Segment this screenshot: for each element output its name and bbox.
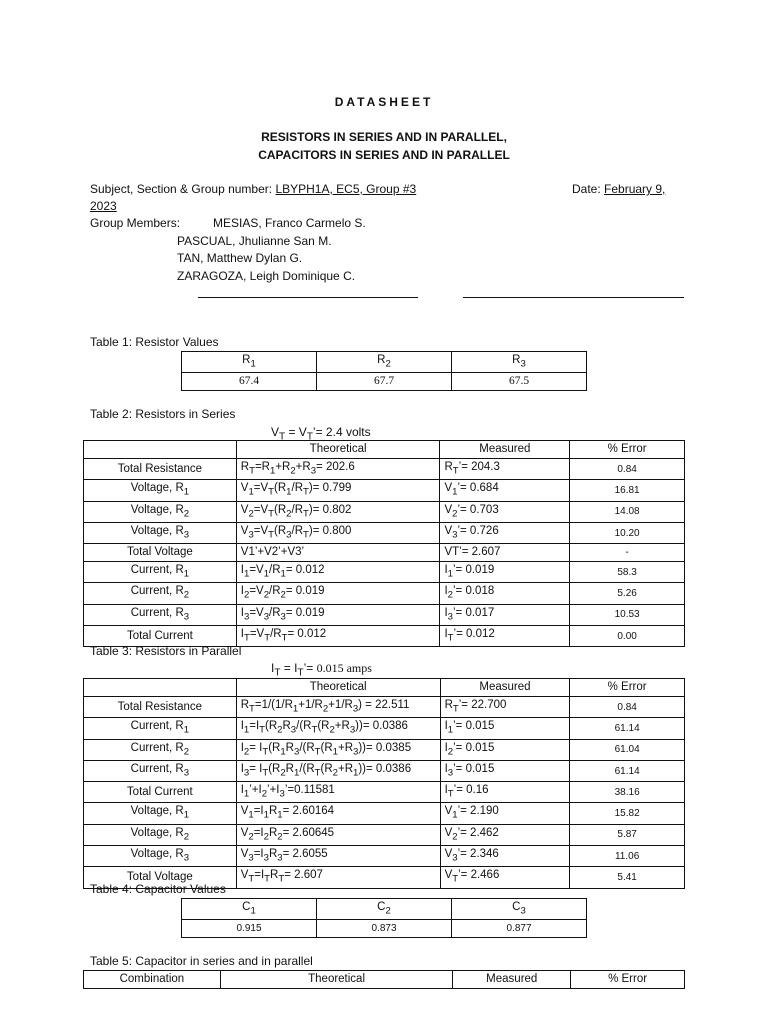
theoretical-cell: $R_T=1/(1/R_1+1/R_2+1/R_3) = 22.511$: [236, 697, 440, 718]
table-row: [84, 480, 685, 501]
error-cell: 0.00: [570, 626, 685, 647]
table-row: [84, 760, 685, 781]
table-row: [84, 604, 685, 625]
table-row: [84, 782, 685, 803]
theoretical-cell: $V_3=V_T(R_3/R_T)= 0.800$: [236, 522, 440, 543]
subject-line: [90, 182, 416, 196]
table2-header: Theoretical: [236, 441, 440, 459]
table-row: [84, 803, 685, 824]
theoretical-cell: V1’+V2’+V3’: [236, 544, 440, 562]
measured-cell: $I_2’= 0.018$: [440, 583, 570, 604]
row-label: Total Current: [84, 782, 237, 803]
table1-header: $R_3$: [452, 352, 587, 373]
theoretical-cell: $V_1=I_1R_1= 2.60164$: [236, 803, 440, 824]
error-cell: 38.16: [570, 782, 685, 803]
signature-line: [463, 297, 684, 298]
table3-header: % Error: [570, 679, 685, 697]
measured-cell: $V_1’= 2.190$: [440, 803, 570, 824]
table1-header: $R_2$: [317, 352, 452, 373]
table2-series: [83, 440, 685, 647]
table5-header: Measured: [453, 971, 571, 989]
row-label: Current, $R_2$: [84, 583, 237, 604]
measured-cell: $V_3’= 2.346$: [440, 846, 570, 867]
table-row: [84, 501, 685, 522]
table-row: [84, 846, 685, 867]
table-row: [84, 562, 685, 583]
members-label: Group Members:: [90, 216, 181, 230]
row-label: Total Current: [84, 626, 237, 647]
table4-cell: 0.877: [452, 920, 587, 938]
measured-cell: $I_T’= 0.16$: [440, 782, 570, 803]
theoretical-cell: $I_2=V_2/R_2= 0.019$: [236, 583, 440, 604]
error-cell: 58.3: [570, 562, 685, 583]
table4-cell: 0.915: [182, 920, 317, 938]
theoretical-cell: $I_1=I_T(R_2R_3/(R_T(R_2+R_3))= 0.0386$: [236, 718, 440, 739]
page-title: DATASHEET: [334, 95, 434, 109]
table-row: [84, 583, 685, 604]
table1-cell: 67.7: [317, 373, 452, 391]
table5-capacitors: [83, 970, 685, 989]
error-cell: 61.14: [570, 760, 685, 781]
table2-header: Measured: [440, 441, 570, 459]
row-label: Voltage, $R_2$: [84, 824, 237, 845]
row-label: Total Resistance: [84, 697, 237, 718]
member-name: MESIAS, Franco Carmelo S.: [213, 216, 366, 230]
table5-header: Combination: [84, 971, 221, 989]
table3-condition: $I_T$ = $I_T’= 0.015$ amps: [271, 661, 372, 679]
row-label: Current, $R_3$: [84, 604, 237, 625]
error-cell: 14.08: [570, 501, 685, 522]
date-line: [572, 182, 665, 196]
date-year: 2023: [90, 199, 117, 213]
table3-header: [84, 679, 237, 697]
table4-cell: 0.873: [317, 920, 452, 938]
row-label: Voltage, $R_3$: [84, 522, 237, 543]
measured-cell: VT’= 2.607: [440, 544, 570, 562]
table-row: [84, 824, 685, 845]
table4-header: $C_3$: [452, 899, 587, 920]
theoretical-cell: $I_1=V_1/R_1= 0.012$: [236, 562, 440, 583]
row-label: Total Voltage: [84, 544, 237, 562]
measured-cell: $I_1’= 0.015$: [440, 718, 570, 739]
theoretical-cell: $V_2=V_T(R_2/R_T)= 0.802$: [236, 501, 440, 522]
member-name: PASCUAL, Jhulianne San M.: [177, 234, 332, 248]
signature-line: [198, 297, 418, 298]
table-row: [84, 522, 685, 543]
measured-cell: $I_3’= 0.015$: [440, 760, 570, 781]
theoretical-cell: $V_1=V_T(R_1/R_T)= 0.799$: [236, 480, 440, 501]
theoretical-cell: $V_3=I_3R_3= 2.6055$: [236, 846, 440, 867]
table4-header: $C_1$: [182, 899, 317, 920]
table1-resistor-values: [181, 351, 587, 391]
error-cell: 5.26: [570, 583, 685, 604]
measured-cell: $R_T’= 204.3$: [440, 459, 570, 480]
error-cell: 0.84: [570, 459, 685, 480]
error-cell: 10.53: [570, 604, 685, 625]
table-row: [84, 739, 685, 760]
error-cell: 16.81: [570, 480, 685, 501]
error-cell: 11.06: [570, 846, 685, 867]
measured-cell: $I_2’= 0.015$: [440, 739, 570, 760]
error-cell: 61.04: [570, 739, 685, 760]
member-name: ZARAGOZA, Leigh Dominique C.: [177, 269, 356, 283]
error-cell: 0.84: [570, 697, 685, 718]
table5-caption: Table 5: Capacitor in series and in parallel: [90, 954, 313, 968]
subtitle-line-2: CAPACITORS IN SERIES AND IN PARALLEL: [258, 148, 510, 162]
measured-cell: $V_T’= 2.466$: [440, 867, 570, 888]
row-label: Voltage, $R_1$: [84, 803, 237, 824]
table-row: [84, 544, 685, 562]
table5-header: % Error: [571, 971, 685, 989]
table5-header: Theoretical: [220, 971, 453, 989]
theoretical-cell: $V_2=I_2R_2= 2.60645$: [236, 824, 440, 845]
measured-cell: $I_T’= 0.012$: [440, 626, 570, 647]
measured-cell: $I_3’= 0.017$: [440, 604, 570, 625]
error-cell: 15.82: [570, 803, 685, 824]
theoretical-cell: $I_T=V_T/R_T= 0.012$: [236, 626, 440, 647]
measured-cell: $V_1’= 0.684$: [440, 480, 570, 501]
subtitle-line-1: RESISTORS IN SERIES AND IN PARALLEL,: [261, 130, 507, 144]
table1-caption: Table 1: Resistor Values: [90, 335, 219, 349]
measured-cell: $V_3’= 0.726$: [440, 522, 570, 543]
row-label: Total Resistance: [84, 459, 237, 480]
table4-capacitor-values: [181, 898, 587, 938]
table2-condition: $V_T$ = $V_T’= 2.4$ volts: [271, 425, 371, 443]
row-label: Current, $R_2$: [84, 739, 237, 760]
measured-cell: $R_T’= 22.700$: [440, 697, 570, 718]
table-row: [84, 697, 685, 718]
member-name: TAN, Matthew Dylan G.: [177, 251, 303, 265]
error-cell: 5.87: [570, 824, 685, 845]
theoretical-cell: $I_2= I_T(R_1R_3/(R_T(R_1+R_3))= 0.0385$: [236, 739, 440, 760]
theoretical-cell: $I_3=V_3/R_3= 0.019$: [236, 604, 440, 625]
row-label: Current, $R_3$: [84, 760, 237, 781]
table4-caption: Table 4: Capacitor Values: [90, 882, 226, 896]
table1-cell: 67.4: [182, 373, 317, 391]
theoretical-cell: $I_3= I_T(R_2R_1/(R_T(R_2+R_1))= 0.0386$: [236, 760, 440, 781]
row-label: Voltage, $R_2$: [84, 501, 237, 522]
row-label: Voltage, $R_1$: [84, 480, 237, 501]
table1-cell: 67.5: [452, 373, 587, 391]
table2-header: [84, 441, 237, 459]
row-label: Current, $R_1$: [84, 718, 237, 739]
theoretical-cell: $V_T=I_TR_T= 2.607$: [236, 867, 440, 888]
theoretical-cell: $R_T=R_1+R_2+R_3= 202.6$: [236, 459, 440, 480]
table2-caption: Table 2: Resistors in Series: [90, 407, 236, 421]
subject-value: LBYPH1A, EC5, Group #3: [275, 182, 417, 196]
row-label: Voltage, $R_3$: [84, 846, 237, 867]
date-label: Date:: [572, 182, 601, 196]
row-label: Current, $R_1$: [84, 562, 237, 583]
table2-header: % Error: [570, 441, 685, 459]
subject-label: Subject, Section & Group number:: [90, 182, 273, 196]
table1-header: $R_1$: [182, 352, 317, 373]
theoretical-cell: $I_1’+I_2’+I_3’=0.11581$: [236, 782, 440, 803]
table3-caption: Table 3: Resistors in Parallel: [90, 644, 242, 658]
table-row: [84, 459, 685, 480]
table4-header: $C_2$: [317, 899, 452, 920]
error-cell: -: [570, 544, 685, 562]
error-cell: 10.20: [570, 522, 685, 543]
table-row: [84, 718, 685, 739]
error-cell: 5.41: [570, 867, 685, 888]
table3-header: Measured: [440, 679, 570, 697]
row-label: Total Voltage: [84, 867, 237, 888]
table3-header: Theoretical: [236, 679, 440, 697]
measured-cell: $I_1’= 0.019$: [440, 562, 570, 583]
measured-cell: $V_2’= 0.703$: [440, 501, 570, 522]
error-cell: 61.14: [570, 718, 685, 739]
measured-cell: $V_2’= 2.462$: [440, 824, 570, 845]
date-value: February 9,: [604, 182, 666, 196]
table3-parallel: [83, 678, 685, 889]
